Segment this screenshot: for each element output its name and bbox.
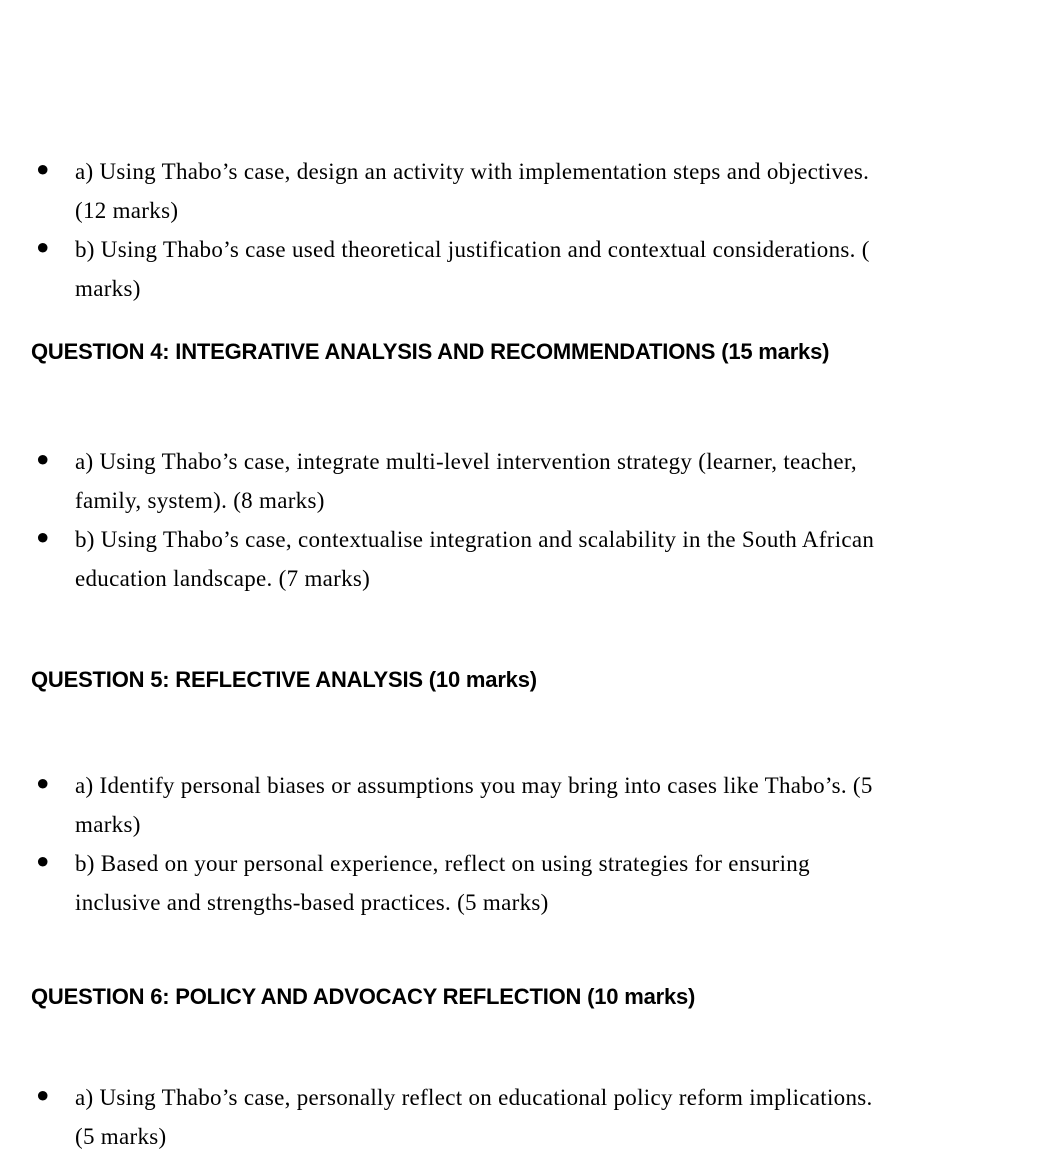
list-item-line: a) Using Thabo’s case, personally reflect on educational policy reform implications. xyxy=(75,1085,873,1110)
list-item-line: a) Using Thabo’s case, design an activity with implementation steps and objectives. xyxy=(75,159,870,184)
bullet-icon: • xyxy=(33,229,53,268)
list-item xyxy=(0,1078,1044,1156)
list-item-line: marks) xyxy=(75,276,141,301)
list-item xyxy=(0,520,1044,598)
list-item-line: b) Using Thabo’s case, contextualise integration and scalability in the South African xyxy=(75,527,875,552)
list-item xyxy=(0,442,1044,520)
bullet-icon: • xyxy=(33,765,53,804)
bullet-icon: • xyxy=(33,843,53,882)
bullet-list-2 xyxy=(0,442,1044,598)
list-item-line: b) Based on your personal experience, reflect on using strategies for ensuring xyxy=(75,851,810,876)
question-5-heading: QUESTION 5: REFLECTIVE ANALYSIS (10 marks) xyxy=(31,667,537,692)
question-6-heading: QUESTION 6: POLICY AND ADVOCACY REFLECTION (10 marks) xyxy=(31,984,696,1009)
list-item xyxy=(0,230,1044,308)
bullet-list-3 xyxy=(0,766,1044,922)
list-item-line: education landscape. (7 marks) xyxy=(75,566,371,591)
list-item-line: inclusive and strengths-based practices. (5 marks) xyxy=(75,890,549,915)
bullet-icon: • xyxy=(33,1077,53,1116)
list-item-line: (5 marks) xyxy=(75,1124,167,1149)
bullet-icon: • xyxy=(33,519,53,558)
list-item-line: family, system). (8 marks) xyxy=(75,488,325,513)
list-item-line: (12 marks) xyxy=(75,198,179,223)
list-item xyxy=(0,844,1044,922)
bullet-icon: • xyxy=(33,151,53,190)
list-item-line: a) Identify personal biases or assumptions you may bring into cases like Thabo’s. (5 xyxy=(75,773,873,798)
list-item-line: marks) xyxy=(75,812,141,837)
bullet-list-1 xyxy=(0,152,1044,308)
bullet-list-4 xyxy=(0,1078,1044,1156)
question-4-heading: QUESTION 4: INTEGRATIVE ANALYSIS AND RECOMMENDATIONS (15 marks) xyxy=(31,339,830,364)
bullet-icon: • xyxy=(33,441,53,480)
list-item xyxy=(0,152,1044,230)
list-item xyxy=(0,766,1044,844)
list-item-line: a) Using Thabo’s case, integrate multi-level intervention strategy (learner, teacher, xyxy=(75,449,857,474)
list-item-line: b) Using Thabo’s case used theoretical justification and contextual considerations. ( xyxy=(75,237,870,262)
